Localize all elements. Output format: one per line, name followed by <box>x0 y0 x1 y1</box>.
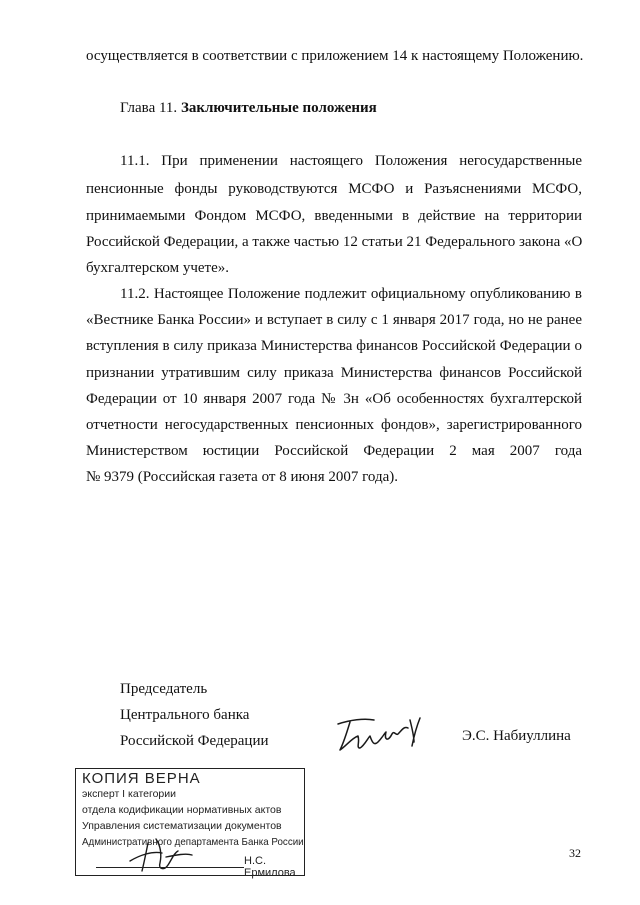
chapter-heading <box>120 99 377 117</box>
stamp-line: Управления систематизации документов <box>82 820 282 832</box>
chapter-prefix: Глава 11. <box>120 100 178 116</box>
page-number: 32 <box>569 846 581 860</box>
paragraph-11-2-line: № 9379 (Российская газета от 8 июня 2007 года). <box>86 469 398 485</box>
paragraph-11-1-line: пенсионные фонды руководствуются МСФО и Разъяснениями МСФО, <box>86 181 582 197</box>
paragraph-11-2-line: «Вестнике Банка России» и вступает в силу с 1 января 2017 года, но не ранее <box>86 312 582 328</box>
paragraph-11-1-line: принимаемыми Фондом МСФО, введенными в действие на территории <box>86 208 582 224</box>
stamp-line: эксперт I категории <box>82 788 176 800</box>
stamp-signature <box>126 831 196 875</box>
paragraph-11-1-line: Российской Федерации, а также частью 12 статьи 21 Федерального закона «О <box>86 234 583 250</box>
stamp-title: КОПИЯ ВЕРНА <box>82 770 201 787</box>
paragraph-11-2-line: признании утратившим силу приказа Министерства финансов Российской <box>86 365 582 381</box>
signatory-title-line: Российской Федерации <box>120 733 269 749</box>
handwritten-signature <box>330 712 430 756</box>
stamp-line: Административного департамента Банка России <box>82 836 304 848</box>
chapter-title: Заключительные положения <box>180 100 377 116</box>
signatory-name: Э.С. Набиуллина <box>462 728 571 744</box>
paragraph-11-2-line: вступления в силу приказа Министерства финансов Российской Федерации о <box>86 338 582 354</box>
continuation-line: осуществляется в соответствии с приложением 14 к настоящему Положению. <box>86 48 584 64</box>
certified-copy-stamp <box>75 768 305 879</box>
paragraph-11-1-line: 11.1. При применении настоящего Положения негосударственные <box>120 153 582 169</box>
signatory-title-line: Центрального банка <box>120 707 250 723</box>
signature-block <box>120 676 269 754</box>
stamp-signature-rule <box>96 867 244 868</box>
paragraph-11-2-line: Министерством юстиции Российской Федерации 2 мая 2007 года <box>86 443 582 459</box>
paragraph-11-2-line: отчетности негосударственных пенсионных фондов», зарегистрированного <box>86 417 582 433</box>
stamp-name: Н.С. Ермилова <box>244 855 296 879</box>
paragraph-11-2-line: 11.2. Настоящее Положение подлежит официальному опубликованию в <box>120 286 582 302</box>
paragraph-11-2-line: Федерации от 10 января 2007 года № 3н «Об особенностях бухгалтерской <box>86 391 582 407</box>
paragraph-11-1-line: бухгалтерском учете». <box>86 260 230 276</box>
stamp-line: отдела кодификации нормативных актов <box>82 804 282 816</box>
signatory-title-line: Председатель <box>120 681 208 697</box>
